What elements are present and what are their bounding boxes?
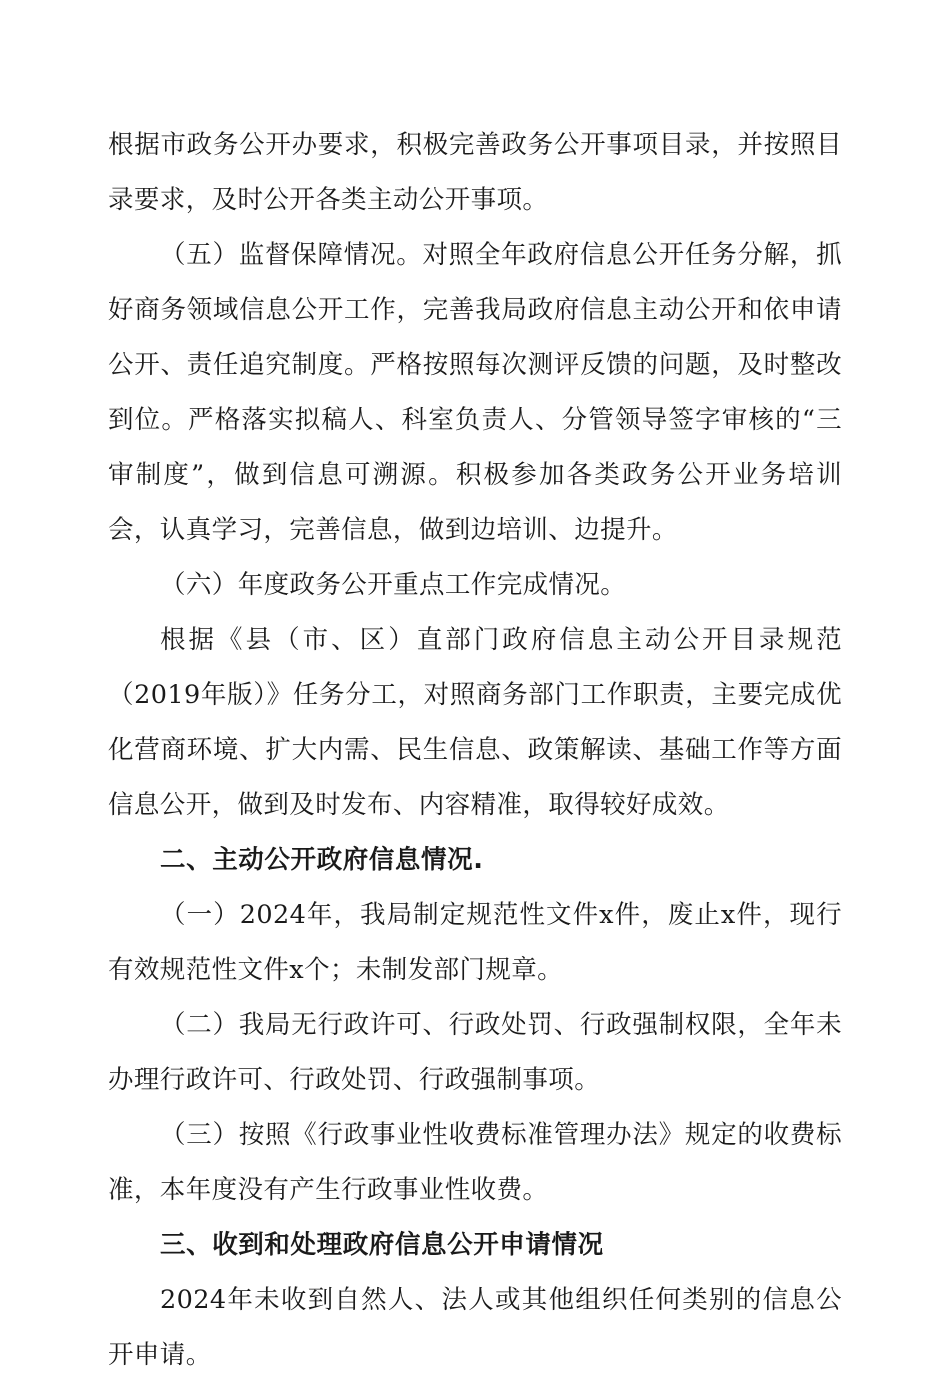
paragraph-item-three: （三）按照《行政事业性收费标准管理办法》规定的收费标准，本年度没有产生行政事业性收费。 [108, 1120, 842, 1205]
heading-section-three: 三、收到和处理政府信息公开申请情况 [160, 1230, 604, 1260]
heading-section-two: 二、主动公开政府信息情况. [160, 845, 484, 875]
document-body [108, 118, 842, 1383]
paragraph-continuation: 根据市政务公开办要求，积极完善政务公开事项目录，并按照目录要求，及时公开各类主动公开事项。 [108, 130, 842, 215]
paragraph-section-five: （五）监督保障情况。对照全年政府信息公开任务分解，抓好商务领域信息公开工作，完善我局政府信息主动公开和依申请公开、责任追究制度。严格按照每次测评反馈的问题，及时整改到位。严格落实拟稿人、科室负责人、分管领导签字审核的“三审制度”，做到信息可溯源。积极参加各类政务公开业务培训会，认真学习，完善信息，做到边培训、边提升。 [108, 240, 842, 545]
paragraph-item-one: （一）2024年，我局制定规范性文件x件，废止x件，现行有效规范性文件x个；未制发部门规章。 [108, 900, 842, 985]
paragraph-section-six-body: 根据《县（市、区）直部门政府信息主动公开目录规范（2019年版）》任务分工，对照商务部门工作职责，主要完成优化营商环境、扩大内需、民生信息、政策解读、基础工作等方面信息公开，做到及时发布、内容精准，取得较好成效。 [108, 625, 842, 820]
paragraph-item-two: （二）我局无行政许可、行政处罚、行政强制权限，全年未办理行政许可、行政处罚、行政强制事项。 [108, 1010, 842, 1095]
paragraph-section-six: （六）年度政务公开重点工作完成情况。 [160, 570, 627, 600]
paragraph-section-three-body: 2024年未收到自然人、法人或其他组织任何类别的信息公开申请。 [108, 1285, 842, 1370]
